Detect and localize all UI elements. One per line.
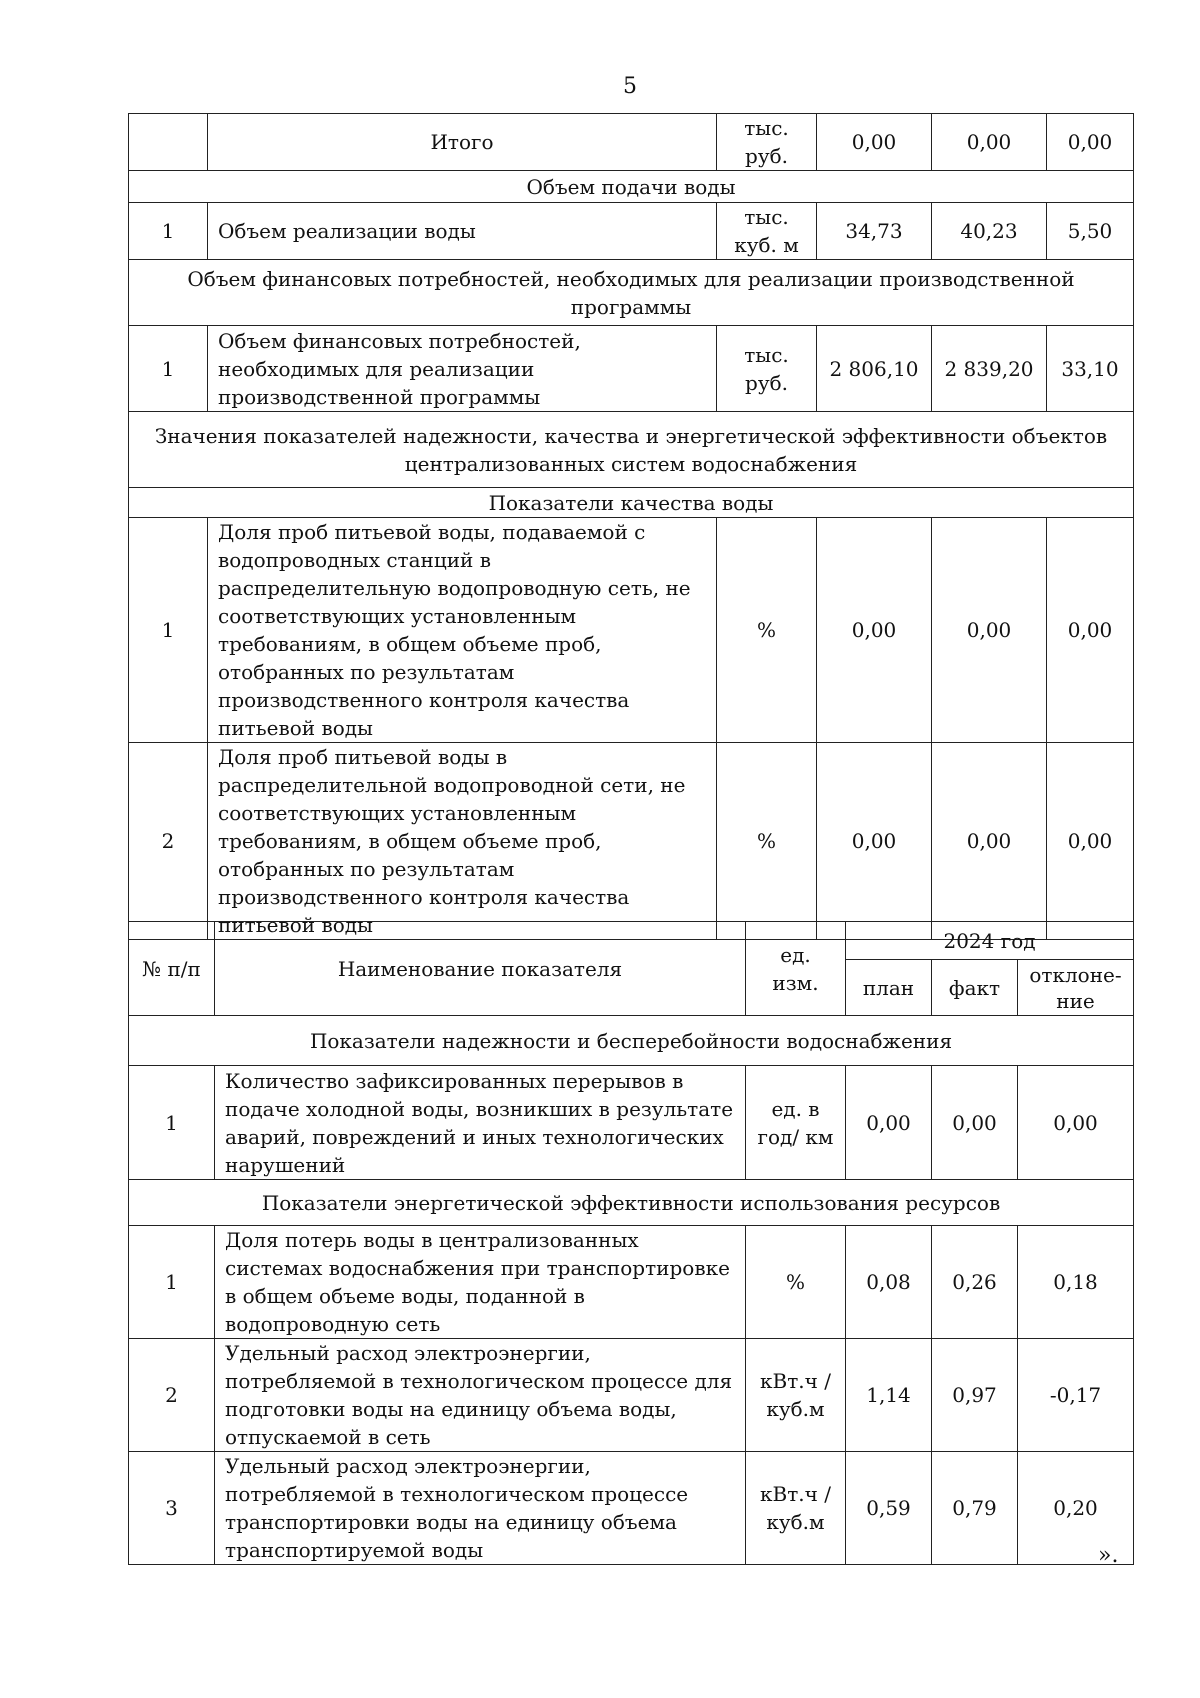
unit-cell: кВт.ч / куб.м: [746, 1339, 846, 1452]
value-plan: 0,00: [846, 1066, 932, 1180]
unit-cell: %: [717, 518, 817, 743]
section-row: [129, 260, 1134, 326]
unit-cell: ед. в год/ км: [746, 1066, 846, 1180]
column-header-year: 2024 год: [846, 922, 1134, 960]
value-cell: 0,00: [932, 518, 1047, 743]
value-cell: 0,00: [1047, 518, 1134, 743]
indicator-name: Объем реализации воды: [208, 203, 717, 260]
indicator-name: Итого: [208, 114, 717, 171]
section-heading: Объем финансовых потребностей, необходимых для реализации производственной программы: [129, 260, 1134, 326]
row-number: 1: [129, 203, 208, 260]
value-fact: 0,00: [932, 1066, 1018, 1180]
column-header-number: № п/п: [129, 922, 215, 1016]
section-row: [129, 1180, 1134, 1226]
value-cell: 0,00: [817, 743, 932, 940]
column-header-fact: факт: [932, 960, 1018, 1016]
unit-cell: кВт.ч / куб.м: [746, 1452, 846, 1565]
unit-cell: %: [717, 743, 817, 940]
value-cell: 5,50: [1047, 203, 1134, 260]
section-row: [129, 1016, 1134, 1066]
value-cell: 33,10: [1047, 326, 1134, 412]
row-number: 1: [129, 326, 208, 412]
closing-quote-mark: ».: [1098, 1543, 1119, 1568]
indicator-name: Доля проб питьевой воды, подаваемой с водопроводных станций в распределительную водопроводную сеть, не соответствующих установленным требованиям, в общем объеме проб, отобранных по результатам производственного контроля качества питьевой воды: [208, 518, 717, 743]
section-row: [129, 412, 1134, 488]
page-number: 5: [623, 74, 637, 99]
value-cell: 2 806,10: [817, 326, 932, 412]
table-row: [129, 1066, 1134, 1180]
unit-cell: тыс. руб.: [717, 326, 817, 412]
value-deviation: 0,18: [1018, 1226, 1134, 1339]
column-header-name: Наименование показателя: [215, 922, 746, 1016]
section-heading: Показатели качества воды: [129, 488, 1134, 518]
table-row: [129, 326, 1134, 412]
value-plan: 0,08: [846, 1226, 932, 1339]
unit-cell: тыс. руб.: [717, 114, 817, 171]
table-row: [129, 203, 1134, 260]
value-fact: 0,79: [932, 1452, 1018, 1565]
indicator-name: Удельный расход электроэнергии, потребляемой в технологическом процессе для подготовки воды на единицу объема воды, отпускаемой в сеть: [215, 1339, 746, 1452]
unit-cell: %: [746, 1226, 846, 1339]
column-header-unit: ед. изм.: [746, 922, 846, 1016]
indicator-name: Доля проб питьевой воды в распределительной водопроводной сети, не соответствующих установленным требованиям, в общем объеме проб, отобранных по результатам производственного контроля качества питьевой воды: [208, 743, 717, 940]
value-deviation: 0,20: [1018, 1452, 1134, 1565]
value-fact: 0,26: [932, 1226, 1018, 1339]
indicators-table-continued: [128, 113, 1134, 940]
indicator-name: Количество зафиксированных перерывов в подаче холодной воды, возникших в результате аварий, повреждений и иных технологических нарушений: [215, 1066, 746, 1180]
table-row: [129, 114, 1134, 171]
section-row: [129, 171, 1134, 203]
row-number: 2: [129, 743, 208, 940]
table-row: [129, 1339, 1134, 1452]
table-header-row: [129, 922, 1134, 960]
value-cell: 34,73: [817, 203, 932, 260]
indicators-table-2024: [128, 921, 1134, 1565]
section-heading: Показатели надежности и бесперебойности водоснабжения: [129, 1016, 1134, 1066]
value-cell: 2 839,20: [932, 326, 1047, 412]
section-heading: Значения показателей надежности, качества и энергетической эффективности объектов централизованных систем водоснабжения: [129, 412, 1134, 488]
indicator-name: Объем финансовых потребностей, необходимых для реализации производственной программы: [208, 326, 717, 412]
value-cell: 0,00: [1047, 743, 1134, 940]
table-row: [129, 1452, 1134, 1565]
value-cell: 0,00: [932, 114, 1047, 171]
column-header-plan: план: [846, 960, 932, 1016]
row-number: 1: [129, 1226, 215, 1339]
section-row: [129, 488, 1134, 518]
value-cell: 0,00: [1047, 114, 1134, 171]
row-number: 2: [129, 1339, 215, 1452]
row-number: 3: [129, 1452, 215, 1565]
table-row: [129, 518, 1134, 743]
column-header-deviation: отклоне-ние: [1018, 960, 1134, 1016]
value-cell: 0,00: [817, 114, 932, 171]
value-plan: 1,14: [846, 1339, 932, 1452]
unit-cell: тыс. куб. м: [717, 203, 817, 260]
value-deviation: 0,00: [1018, 1066, 1134, 1180]
value-cell: 40,23: [932, 203, 1047, 260]
value-plan: 0,59: [846, 1452, 932, 1565]
value-cell: 0,00: [817, 518, 932, 743]
value-deviation: -0,17: [1018, 1339, 1134, 1452]
value-fact: 0,97: [932, 1339, 1018, 1452]
section-heading: Объем подачи воды: [129, 171, 1134, 203]
row-number: 1: [129, 1066, 215, 1180]
section-heading: Показатели энергетической эффективности использования ресурсов: [129, 1180, 1134, 1226]
value-cell: 0,00: [932, 743, 1047, 940]
row-number: [129, 114, 208, 171]
indicator-name: Удельный расход электроэнергии, потребляемой в технологическом процессе транспортировки воды на единицу объема транспортируемой воды: [215, 1452, 746, 1565]
table-row: [129, 1226, 1134, 1339]
table-row: [129, 743, 1134, 940]
indicator-name: Доля потерь воды в централизованных системах водоснабжения при транспортировке в общем объеме воды, поданной в водопроводную сеть: [215, 1226, 746, 1339]
row-number: 1: [129, 518, 208, 743]
